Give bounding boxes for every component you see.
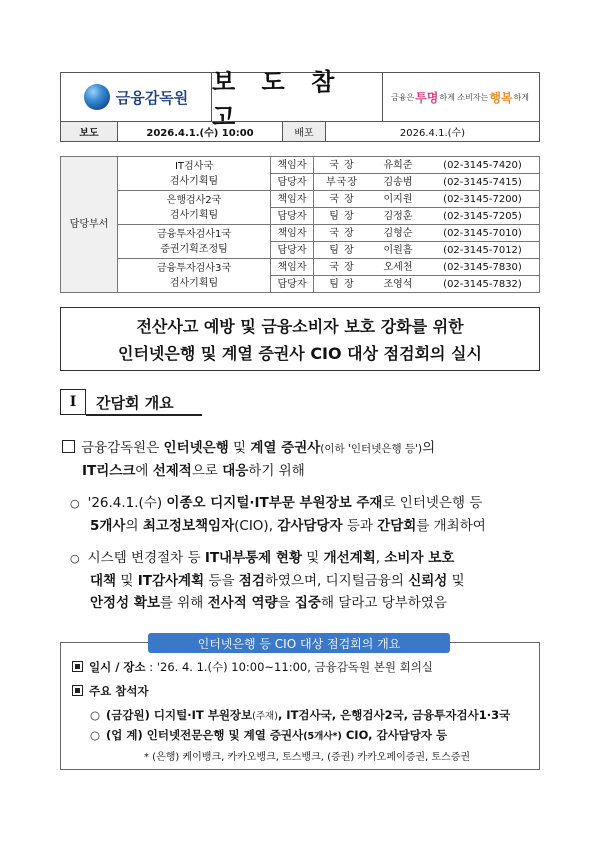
contact-role: 책임자 xyxy=(271,157,314,174)
contact-position: 국 장 xyxy=(314,157,371,174)
b2-bold: 개선계획 xyxy=(323,550,376,566)
slogan-pre: 금융은 xyxy=(391,92,415,102)
contact-position: 팀 장 xyxy=(314,276,371,293)
contact-row xyxy=(61,225,540,242)
contact-role: 책임자 xyxy=(271,259,314,276)
square-bullet-icon xyxy=(62,440,75,453)
contact-name: 김송범 xyxy=(370,174,426,191)
attendees-fss-text2: , IT검사국, 은행검사2국, 금융투자검사1·3국 xyxy=(277,708,511,722)
b1-bold: 간담회 xyxy=(377,518,417,534)
release-date: 2026.4.1.(수) 10:00 xyxy=(118,122,283,142)
section-title: 간담회 개요 xyxy=(96,393,174,412)
dept-label: 담당부서 xyxy=(61,157,118,293)
contact-phone: (02-3145-7205) xyxy=(426,208,540,225)
main-title-box xyxy=(60,307,540,371)
b2-bold: 점검 xyxy=(238,573,265,589)
contact-name: 김정훈 xyxy=(370,208,426,225)
b1-bold: 5개사 xyxy=(90,518,126,534)
b1-line2 xyxy=(70,515,540,537)
contact-name: 이원흠 xyxy=(370,242,426,259)
contact-phone: (02-3145-7830) xyxy=(426,259,540,276)
b1-text: 로 인터넷은행 등 xyxy=(382,495,483,511)
contact-name: 오세천 xyxy=(370,259,426,276)
contact-name: 조영석 xyxy=(370,276,426,293)
slogan-highlight-2: 행복 xyxy=(489,90,513,105)
contact-row xyxy=(61,157,540,174)
contact-role: 담당자 xyxy=(271,242,314,259)
dept-line2: 검사기획팀 xyxy=(169,175,219,187)
p1-line2 xyxy=(62,460,540,482)
attendees-industry-small: (5개사*) xyxy=(303,731,342,742)
b2-bold: 전사적 역량 xyxy=(207,595,278,611)
summary-tab-title: 인터넷은행 등 CIO 대상 점검회의 개요 xyxy=(148,633,450,653)
b2-text: 를 위해 xyxy=(159,595,208,611)
contact-role: 책임자 xyxy=(271,225,314,242)
contact-role: 담당자 xyxy=(271,208,314,225)
contact-position: 팀 장 xyxy=(314,208,371,225)
b2-text: 시스템 변경절차 등 xyxy=(87,550,205,566)
contact-role: 담당자 xyxy=(271,276,314,293)
contact-position: 국 장 xyxy=(314,191,371,208)
p1-text: 의 xyxy=(422,440,436,456)
p1-bold: 선제적 xyxy=(152,463,192,479)
filled-square-icon xyxy=(72,661,83,672)
p1-text: 및 xyxy=(228,440,251,456)
dept-line1: 금융투자검사3국 xyxy=(157,262,231,274)
section-number: I xyxy=(60,389,86,415)
b2-line3 xyxy=(70,592,540,614)
attendees-industry-text2: CIO, 감사담당자 등 xyxy=(341,728,448,742)
b2-text: , xyxy=(375,550,385,566)
distribution-label: 배포 xyxy=(283,122,326,142)
slogan-post: 하게 xyxy=(513,92,529,102)
slogan-highlight-1: 투명 xyxy=(415,90,439,105)
globe-logo-icon xyxy=(84,84,110,110)
b2-line2 xyxy=(70,570,540,592)
b2-bold: 대책 xyxy=(90,573,117,589)
circle-bullet-icon: ○ xyxy=(90,728,101,742)
circle-bullet-icon: ○ xyxy=(90,708,101,722)
dept-name xyxy=(118,259,271,293)
attendees-label: 주요 참석자 xyxy=(89,684,149,698)
bullet-2 xyxy=(70,547,540,614)
document-title: 보 도 참 고 xyxy=(211,73,383,121)
bullet-1 xyxy=(70,492,540,537)
b2-text: 하였으며, 디지털금융의 xyxy=(264,573,409,589)
dept-name xyxy=(118,225,271,259)
dept-line1: 은행검사2국 xyxy=(166,194,222,206)
dept-line2: 증권기획조정팀 xyxy=(160,243,228,255)
p1-bold: 인터넷은행 xyxy=(163,440,229,456)
contact-name: 유희준 xyxy=(370,157,426,174)
contact-phone: (02-3145-7832) xyxy=(426,276,540,293)
contact-role: 책임자 xyxy=(271,191,314,208)
contact-phone: (02-3145-7010) xyxy=(426,225,540,242)
b1-text: 의 xyxy=(125,518,143,534)
logo-name: 금융감독원 xyxy=(115,88,189,107)
release-info-table xyxy=(60,121,540,142)
p1-bold: IT리스크 xyxy=(82,463,136,479)
summary-datetime xyxy=(72,659,433,675)
contacts-table xyxy=(60,156,540,293)
main-title-line1: 전산사고 예방 및 금융소비자 보호 강화를 위한 xyxy=(136,317,464,336)
p1-text: 에 xyxy=(135,463,153,479)
p1-small: (이하 '인터넷은행 등') xyxy=(320,443,423,455)
dept-name xyxy=(118,157,271,191)
contact-phone: (02-3145-7200) xyxy=(426,191,540,208)
contact-phone: (02-3145-7415) xyxy=(426,174,540,191)
paragraph-1 xyxy=(62,437,540,482)
b2-text: 등을 xyxy=(204,573,239,589)
b1-text: 를 개최하여 xyxy=(416,518,486,534)
contact-row xyxy=(61,191,540,208)
summary-datetime-label: 일시 / 장소 xyxy=(89,660,146,674)
attendees-industry-text: (업 계) 인터넷전문은행 및 계열 증권사 xyxy=(106,728,304,742)
p1-text: 금융감독원은 xyxy=(81,440,164,456)
b2-text: 및 xyxy=(447,573,465,589)
b1-bold: 최고정보책임자 xyxy=(142,518,235,534)
dept-line2: 검사기획팀 xyxy=(169,209,219,221)
b2-text: 및 xyxy=(302,550,324,566)
contact-name: 김형순 xyxy=(370,225,426,242)
summary-datetime-value: : '26. 4. 1.(수) 10:00~11:00, 금융감독원 본원 회의실 xyxy=(145,660,433,674)
b1-bold: 감사담당자 xyxy=(277,518,343,534)
attendees-fss-text: (금감원) 디지털·IT 부원장보 xyxy=(106,708,253,722)
circle-bullet-icon: ○ xyxy=(70,497,80,510)
b1-text: 등과 xyxy=(342,518,378,534)
p1-bold: 계열 증권사 xyxy=(250,440,321,456)
b2-bold: 소비자 보호 xyxy=(384,550,455,566)
summary-attendees-heading xyxy=(72,683,149,699)
press-header xyxy=(60,68,540,131)
contact-name: 이지원 xyxy=(370,191,426,208)
attendees-footnote: * (은행) 케이뱅크, 카카오뱅크, 토스뱅크, (증권) 카카오페이증권, 토스증권 xyxy=(144,752,471,763)
section-header xyxy=(60,389,174,415)
dept-line1: IT검사국 xyxy=(174,160,214,172)
b2-text: 해 달라고 당부하였음 xyxy=(320,595,447,611)
distribution-date: 2026.4.1.(수) xyxy=(326,122,540,142)
b2-bold: IT내부통제 현황 xyxy=(204,550,302,566)
circle-bullet-icon: ○ xyxy=(70,552,80,565)
section-underline xyxy=(86,414,202,416)
dept-line1: 금융투자검사1국 xyxy=(157,228,231,240)
filled-square-icon xyxy=(72,685,83,696)
main-title-line2: 인터넷은행 및 계열 증권사 CIO 대상 점검회의 실시 xyxy=(118,344,482,363)
fss-logo xyxy=(61,73,211,121)
b1-bold: 이종오 디지털·IT부문 부원장보 주재 xyxy=(166,495,383,511)
b2-bold: 집중 xyxy=(294,595,321,611)
b2-bold: IT감사계획 xyxy=(137,573,205,589)
contact-position: 부국장 xyxy=(314,174,371,191)
contact-position: 국 장 xyxy=(314,225,371,242)
b2-text: 및 xyxy=(116,573,138,589)
b1-text: (CIO), xyxy=(234,518,278,534)
p1-text: 으로 xyxy=(191,463,223,479)
b2-text: 을 xyxy=(277,595,295,611)
dept-name xyxy=(118,191,271,225)
attendees-industry xyxy=(90,727,447,743)
p1-bold: 대응 xyxy=(222,463,249,479)
contact-position: 팀 장 xyxy=(314,242,371,259)
release-label: 보도 xyxy=(61,122,118,142)
dept-line2: 검사기획팀 xyxy=(169,277,219,289)
b2-bold: 신뢰성 xyxy=(408,573,448,589)
contact-phone: (02-3145-7420) xyxy=(426,157,540,174)
slogan-mid: 하게 소비자는 xyxy=(439,92,489,102)
attendees-fss xyxy=(90,707,510,723)
b1-text: '26.4.1.(수) xyxy=(87,495,167,511)
contact-position: 국 장 xyxy=(314,259,371,276)
p1-text: 하기 위해 xyxy=(248,463,305,479)
attendees-fss-small: (주재) xyxy=(252,711,278,722)
slogan xyxy=(381,73,539,121)
contact-role: 담당자 xyxy=(271,174,314,191)
contact-phone: (02-3145-7012) xyxy=(426,242,540,259)
b2-bold: 안정성 확보 xyxy=(90,595,160,611)
contact-row xyxy=(61,259,540,276)
